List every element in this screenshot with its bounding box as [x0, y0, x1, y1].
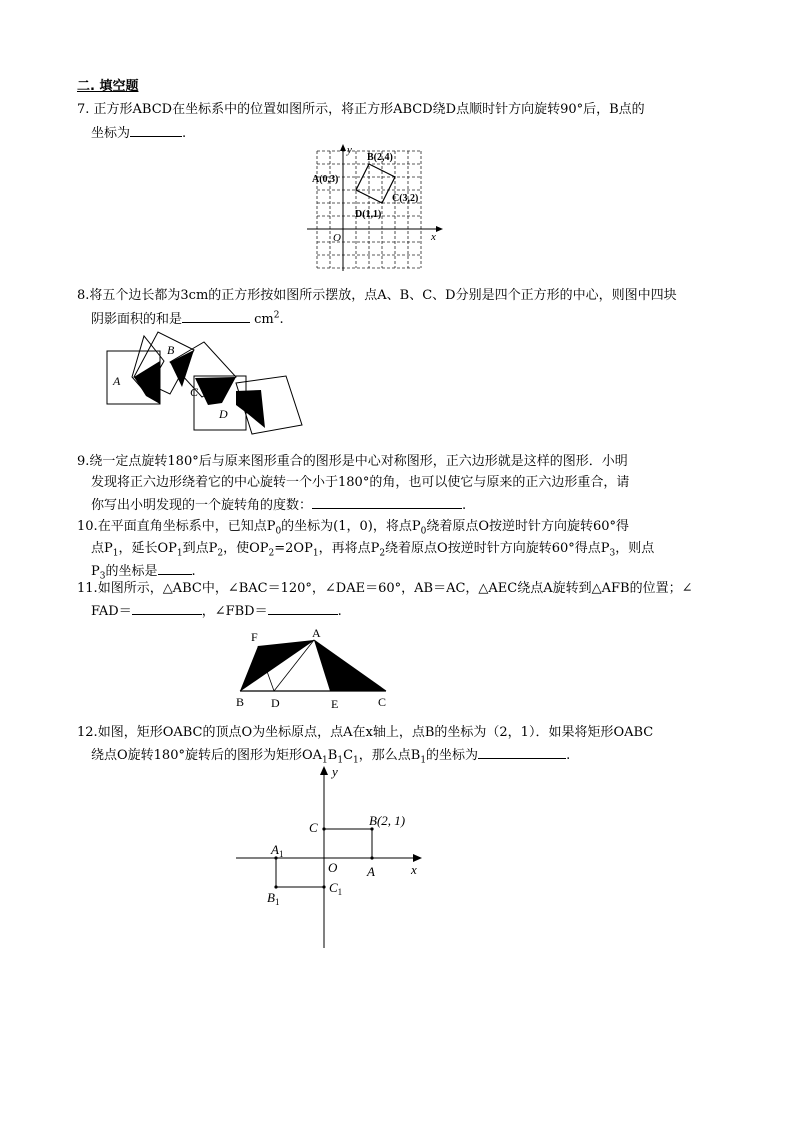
q10-number: 10. — [77, 519, 98, 534]
q9-answer-blank[interactable] — [312, 494, 462, 509]
q9-line3 — [91, 494, 466, 517]
q11-text-2a: FAD＝ — [91, 604, 132, 619]
q8-line1 — [77, 285, 677, 307]
q7-label-b: B(2,4) — [367, 152, 393, 163]
q10-sub-2: 2 — [217, 548, 224, 559]
q11-figure — [232, 624, 394, 714]
q12-text-2b: B — [327, 748, 338, 763]
q7-line2 — [91, 122, 186, 145]
q8-label-a: A — [113, 374, 121, 388]
q11-text-1: 如图所示，△ABC中，∠BAC＝120°，∠DAE＝60°，AB＝AC，△AEC绕点A旋转到△AFB的位置；∠ — [97, 581, 693, 596]
q11-label-d: D — [271, 696, 280, 710]
q12-end: . — [566, 748, 571, 763]
q7-number: 7. — [77, 102, 90, 117]
q10-text-2f: ，再将点P — [318, 541, 380, 556]
q11-label-c: C — [378, 695, 387, 709]
q10-sub-0: 0 — [275, 526, 282, 537]
q7-y-arrow — [340, 144, 346, 151]
q11-text-2b: ，∠FBD＝ — [201, 604, 268, 619]
q12-x-arrow — [413, 854, 422, 862]
q8-unit: cm — [254, 312, 274, 327]
q11-label-a: A — [312, 626, 321, 640]
q9-number: 9. — [77, 454, 90, 469]
q7-text-2: 坐标为 — [91, 126, 131, 141]
q12-text-2d: ，那么点B — [358, 748, 421, 763]
q8-end: . — [279, 312, 284, 327]
q11-line2 — [91, 600, 342, 623]
q12-sub-1c: 1 — [353, 755, 359, 766]
q10-text-2g: 绕着原点O按逆时针方向旋转60°得点P — [385, 541, 610, 556]
q12-rect-oa1b1c1 — [276, 858, 324, 887]
q12-label-a1: $A_1$ — [271, 842, 284, 859]
q10-text-2e: =2OP — [274, 541, 313, 556]
q12-point-c — [322, 827, 325, 830]
section-title: 二. 填空题 — [77, 79, 139, 94]
q11-number: 11. — [77, 581, 98, 596]
q12-sub-1b: 1 — [337, 755, 344, 766]
q10-sub-2b: 2 — [268, 548, 275, 559]
q11-label-e: E — [331, 697, 339, 711]
q12-figure — [236, 764, 432, 950]
q12-rect-oabc — [324, 829, 372, 858]
q12-label-y: y — [332, 764, 338, 779]
q10-text-1a: 在平面直角坐标系中，已知点P — [97, 519, 276, 534]
q7-label-c: C(3,2) — [392, 193, 419, 204]
q8-label-b: B — [167, 343, 175, 357]
q10-text-3a: P — [91, 564, 100, 579]
q11-answer-blank-1[interactable] — [132, 600, 202, 615]
q7-label-o: O — [333, 232, 341, 244]
q8-line2 — [91, 308, 284, 331]
q12-label-x: x — [411, 862, 417, 877]
q8-shade-3 — [195, 377, 236, 405]
q11-label-f: F — [251, 630, 258, 644]
q10-text-2d: ，使OP — [223, 541, 269, 556]
q10-line2 — [91, 538, 654, 560]
q10-text-1c: 绕着原点O按逆时针方向旋转60°得 — [426, 519, 630, 534]
q7-answer-blank[interactable] — [130, 122, 182, 137]
q12-sub-1: 1 — [322, 755, 328, 766]
q7-label-a: A(0,3) — [312, 174, 339, 185]
q10-sub-1: 1 — [112, 548, 119, 559]
q10-end: . — [191, 564, 196, 579]
q8-number: 8. — [77, 288, 90, 303]
q9-text-2: 发现将正六边形绕着它的中心旋转一个小于180°的角，也可以使它与原来的正六边形重合，请 — [91, 475, 630, 490]
q12-label-b: B(2, 1) — [369, 813, 406, 828]
q10-answer-blank[interactable] — [158, 560, 192, 575]
q12-point-a — [370, 856, 373, 859]
q7-text-1: 正方形ABCD在坐标系中的位置如图所示，将正方形ABCD绕D点顺时针方向旋转90°后，B点的 — [93, 102, 645, 117]
q12-label-c1: $C_1$ — [329, 880, 343, 897]
q10-sub-3b: 3 — [99, 571, 106, 582]
q10-sub-0b: 0 — [420, 526, 427, 537]
q8-figure — [104, 330, 322, 435]
q7-label-x: x — [431, 231, 436, 243]
q10-text-2b: ，延长OP — [118, 541, 177, 556]
q12-text-2a: 绕点O旋转180°旋转后的图形为矩形OA — [91, 748, 323, 763]
q9-line1 — [77, 451, 628, 473]
q12-y-arrow — [320, 766, 328, 775]
q9-text-1: 绕一定点旋转180°后与原来图形重合的图形是中心对称图形，正六边形就是这样的图形．小明 — [89, 454, 628, 469]
q12-line1 — [77, 722, 653, 744]
q8-shade-1 — [134, 361, 160, 404]
q12-answer-blank[interactable] — [478, 744, 566, 759]
q12-label-c: C — [309, 820, 318, 835]
q10-text-1b: 的坐标为(1，0)，将点P — [281, 519, 421, 534]
q12-point-c1 — [322, 885, 325, 888]
q12-label-a: A — [367, 864, 375, 879]
q12-label-o: O — [328, 860, 338, 875]
q7-figure — [303, 143, 443, 273]
q12-sub-1d: 1 — [420, 755, 427, 766]
q8-answer-blank[interactable] — [182, 308, 250, 323]
q7-square-abcd — [356, 164, 395, 203]
q10-line1 — [77, 516, 629, 538]
q7-x-arrow — [436, 226, 443, 232]
q8-unit-exp: 2 — [273, 310, 280, 321]
q9-end: . — [462, 498, 467, 513]
q7-label-d: D(1,1) — [355, 209, 382, 220]
q11-end: . — [337, 604, 342, 619]
q8-text-2: 阴影面积的和是 — [91, 312, 183, 327]
q10-sub-3: 3 — [609, 548, 616, 559]
q9-line2 — [91, 472, 629, 494]
q7-label-y: y — [347, 144, 352, 156]
q12-text-1: 如图，矩形OABC的顶点O为坐标原点，点A在x轴上，点B的坐标为（2，1）．如果将矩形OABC — [97, 725, 654, 740]
q9-text-3: 你写出小明发现的一个旋转角的度数： — [91, 498, 313, 513]
q10-sub-2c: 2 — [379, 548, 386, 559]
q8-shade-4 — [236, 390, 265, 428]
q8-label-d: D — [219, 407, 228, 421]
q10-text-3b: 的坐标是 — [105, 564, 158, 579]
q12-number: 12. — [77, 725, 98, 740]
q12-point-b1 — [274, 885, 277, 888]
q8-text-1: 将五个边长都为3cm的正方形按如图所示摆放，点A、B、C、D分别是四个正方形的中心，则图中四块 — [89, 288, 677, 303]
q7-end: . — [182, 126, 187, 141]
q10-sub-1c: 1 — [312, 548, 319, 559]
q7-line1 — [77, 99, 645, 121]
q10-text-2c: 到点P — [182, 541, 218, 556]
q10-sub-1b: 1 — [176, 548, 183, 559]
q8-label-c: C — [190, 385, 199, 399]
q10-text-2h: ，则点 — [615, 541, 655, 556]
q12-text-2e: 的坐标为 — [426, 748, 479, 763]
q10-text-2a: 点P — [91, 541, 113, 556]
q11-line1 — [77, 578, 692, 600]
q12-label-b1: $B_1$ — [267, 890, 280, 907]
q11-answer-blank-2[interactable] — [268, 600, 338, 615]
q11-label-b: B — [236, 695, 245, 709]
q12-text-2c: C — [343, 748, 354, 763]
